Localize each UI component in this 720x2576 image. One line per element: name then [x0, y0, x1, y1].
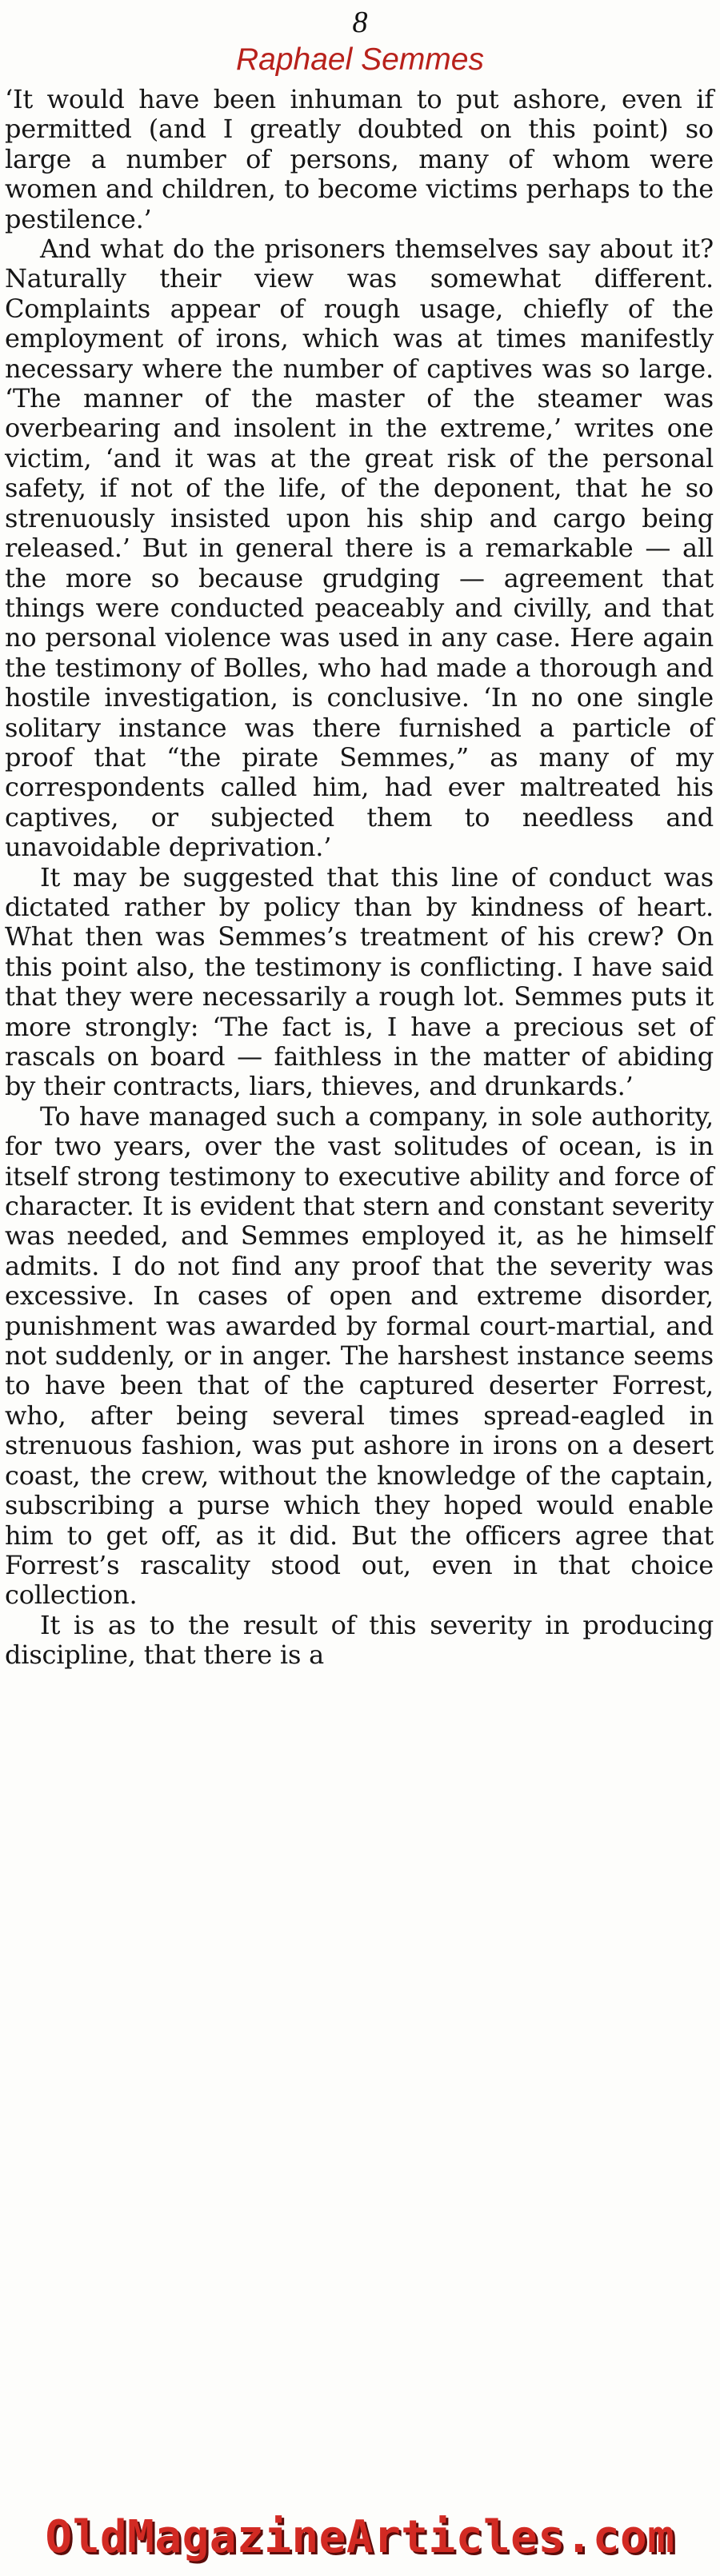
article-paragraph: ‘It would have been inhuman to put ashore, even if permitted (and I greatly doubted on this point) so large a number of persons, many of whom were women and children, to become victims perhaps to the pestilence.’	[5, 84, 714, 234]
page-number: 8	[352, 6, 368, 39]
article-body	[5, 85, 714, 1671]
article-paragraph: And what do the prisoners themselves say about it? Naturally their view was somewhat different. Complaints appear of rough usage, chiefly of the employment of irons, which was at times manifestly necessary where the number of captives was so large. ‘The manner of the master of the steamer was overbearing and insolent in the extreme,’ writes one victim, ‘and it was at the great risk of the personal safety, if not of the life, of the deponent, that he so strenuously insisted upon his ship and cargo being released.’ But in general there is a remarkable — all the more so because grudging — agreement that things were conducted peaceably and civilly, and that no personal violence was used in any case. Here again the testimony of Bolles, who had made a thorough and hostile investigation, is conclusive. ‘In no one single solitary instance was there furnished a particle of proof that “the pirate Semmes,” as many of my correspondents called him, had ever maltreated his captives, or subjected them to needless and unavoidable deprivation.’	[5, 234, 714, 863]
site-watermark: OldMagazineArticles.com	[45, 2511, 675, 2563]
article-paragraph: It is as to the result of this severity in producing discipline, that there is a	[5, 1609, 714, 1671]
article-paragraph: To have managed such a company, in sole authority, for two years, over the vast solitudes of ocean, is in itself strong testimony to executive ability and force of character. It is evident that stern and constant severity was needed, and Semmes employed it, as he himself admits. I do not find any proof that the severity was excessive. In cases of open and extreme disorder, punishment was awarded by formal court-martial, and not suddenly, or in anger. The harshest instance seems to have been that of the captured deserter Forrest, who, after being several times spread-eagled in strenuous fashion, was put ashore in irons on a desert coast, the crew, without the knowledge of the captain, subscribing a purse which they hoped would enable him to get off, as it did. But the officers agree that Forrest’s rascality stood out, even in that choice collection.	[5, 1100, 714, 1611]
running-head: Raphael Semmes	[236, 42, 484, 77]
article-paragraph: It may be suggested that this line of conduct was dictated rather by policy than by kindness of heart. What then was Semmes’s treatment of his crew? On this point also, the testimony is conflicting. I have said that they were necessarily a rough lot. Semmes puts it more strongly: ‘The fact is, I have a precious set of rascals on board — faithless in the matter of abiding by their contracts, liars, thieves, and drunkards.’	[5, 861, 714, 1102]
